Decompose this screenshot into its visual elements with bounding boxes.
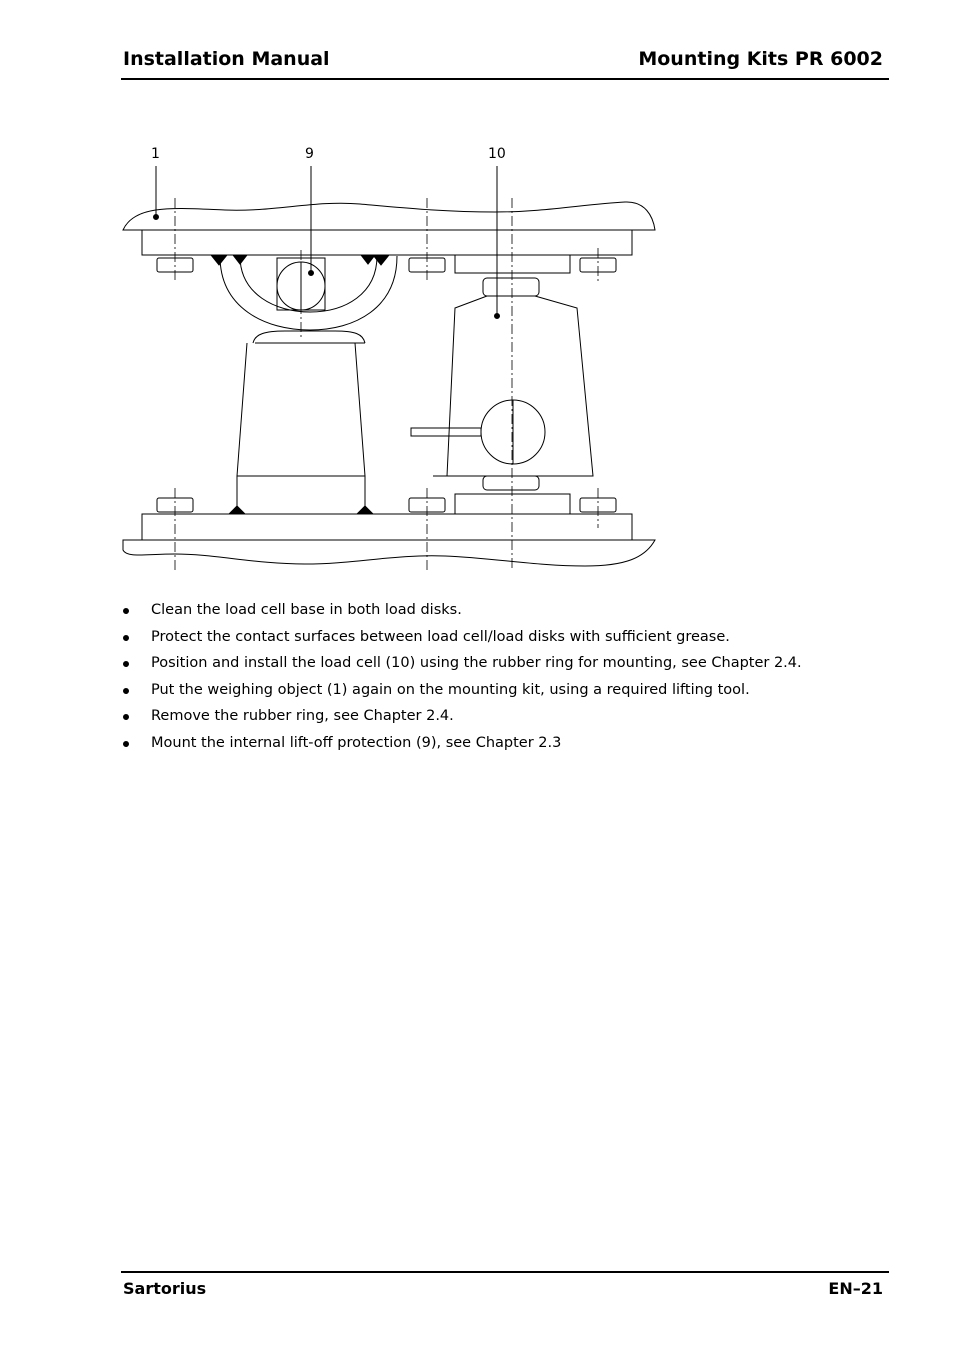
list-item: Position and install the load cell (10) using the rubber ring for mounting, see Chapter 2.4. [121, 650, 881, 677]
bullet-icon [123, 741, 129, 747]
page-header [121, 44, 889, 80]
bullet-icon [123, 688, 129, 694]
list-item: Remove the rubber ring, see Chapter 2.4. [121, 703, 881, 730]
bullet-icon [123, 714, 129, 720]
procedure-steps [121, 597, 881, 757]
callout-10: 10 [488, 146, 506, 162]
list-item: Protect the contact surfaces between load cell/load disks with sufficient grease. [121, 624, 881, 651]
list-item: Clean the load cell base in both load disks. [121, 597, 881, 624]
mounting-kit-drawing [115, 138, 660, 573]
list-item: Put the weighing object (1) again on the mounting kit, using a required lifting tool. [121, 677, 881, 704]
bullet-icon [123, 661, 129, 667]
list-item: Mount the internal lift-off protection (9), see Chapter 2.3 [121, 730, 881, 757]
manual-title: Installation Manual [123, 48, 330, 70]
page-number: EN–21 [828, 1279, 883, 1298]
bullet-icon [123, 635, 129, 641]
product-title: Mounting Kits PR 6002 [638, 48, 883, 70]
page-footer [121, 1271, 889, 1303]
callout-9: 9 [305, 146, 314, 162]
brand-name: Sartorius [123, 1279, 207, 1298]
bullet-icon [123, 608, 129, 614]
callout-1: 1 [151, 146, 160, 162]
